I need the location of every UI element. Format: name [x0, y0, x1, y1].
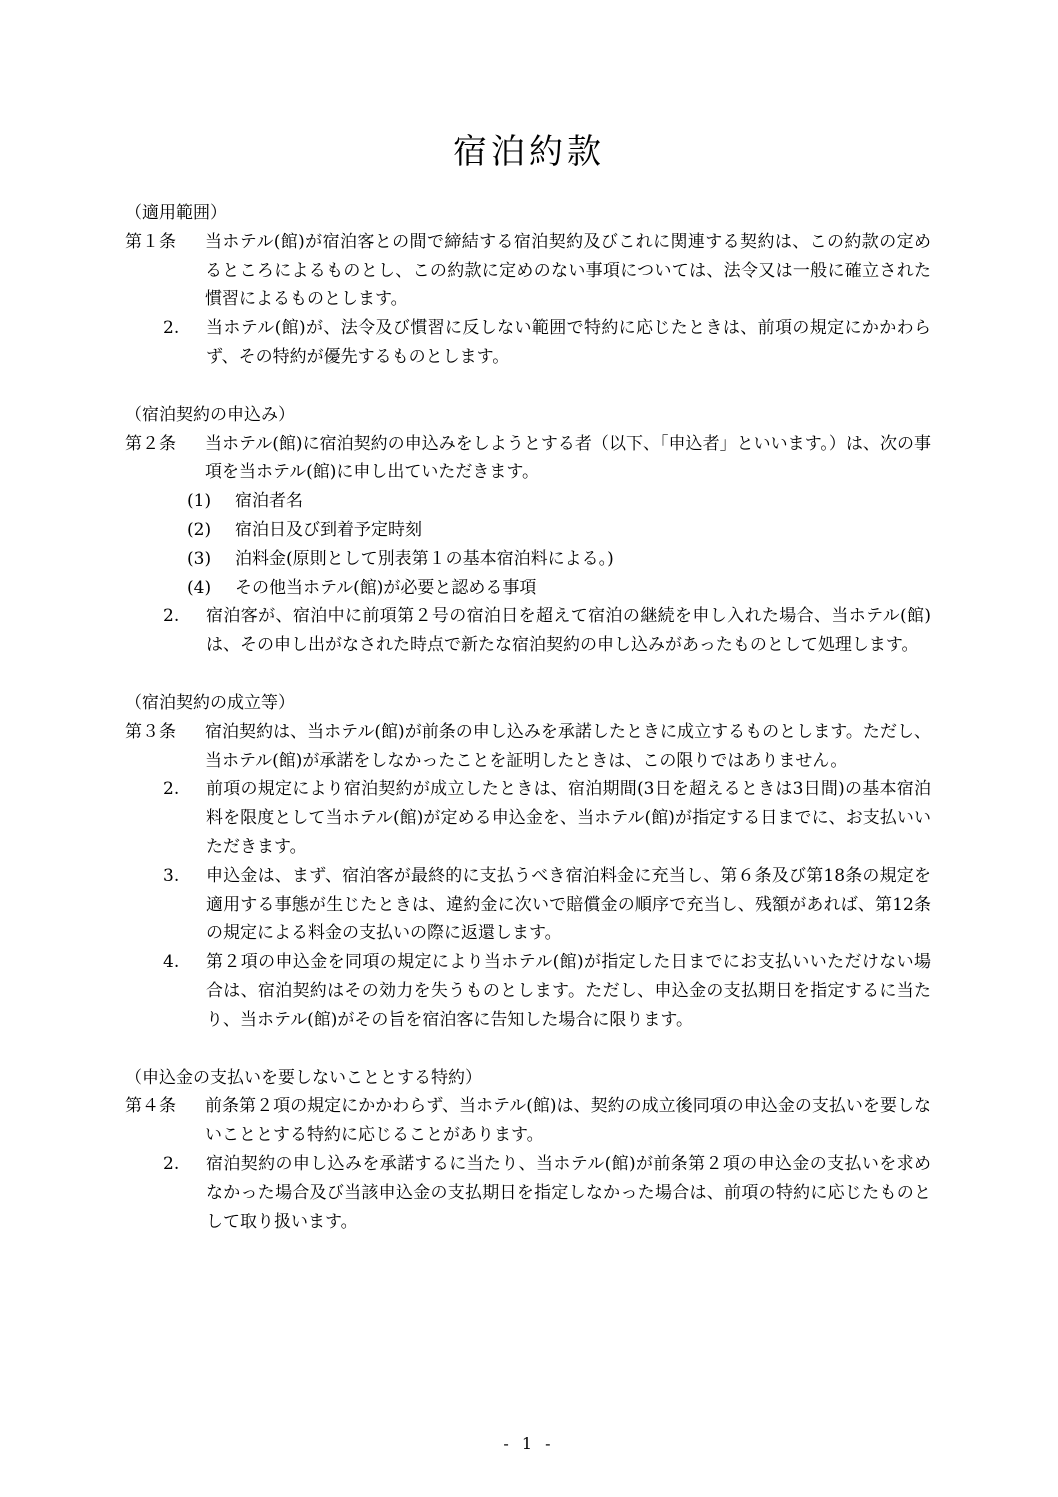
- article-heading: （適用範囲）: [125, 203, 227, 223]
- article-text: 当ホテル(館)が宿泊客との間で締結する宿泊契約及びこれに関連する契約は、この約款の定めるところによるものとし、この約款に定めのない事項については、法令又は一般に確立された慣習によるものとします。: [205, 231, 931, 310]
- paragraph-number: 2.: [163, 606, 180, 627]
- list-item: [187, 487, 931, 516]
- item-number: (3): [187, 548, 212, 569]
- article-2: [125, 401, 931, 660]
- paragraph-text: 宿泊契約の申し込みを承諾するに当たり、当ホテル(館)が前条第２項の申込金の支払いを求めなかった場合及び当該申込金の支払期日を指定しなかった場合は、前項の特約に応じたものとして取り扱います。: [206, 1153, 931, 1232]
- article-1: [125, 199, 931, 372]
- article-text: 前条第２項の規定にかかわらず、当ホテル(館)は、契約の成立後同項の申込金の支払いを要しないこととする特約に応じることがあります。: [205, 1096, 931, 1146]
- item-text: 宿泊日及び到着予定時刻: [235, 519, 422, 540]
- article-main: [125, 1092, 931, 1150]
- document-body: [125, 199, 931, 1236]
- article-label: 第２条: [125, 433, 176, 454]
- article-heading: （宿泊契約の成立等）: [125, 692, 295, 713]
- article-3: [125, 689, 931, 1035]
- paragraph: [163, 1150, 931, 1236]
- document-title: 宿泊約款: [453, 132, 605, 172]
- paragraph-text: 前項の規定により宿泊契約が成立したときは、宿泊期間(3日を超えるときは3日間)の基本宿泊料を限度として当ホテル(館)が定める申込金を、当ホテル(館)が指定する日までに、お支払いいただきます。: [206, 779, 931, 857]
- item-number: (4): [187, 577, 212, 598]
- item-text: 宿泊者名: [235, 491, 303, 512]
- article-heading: （宿泊契約の申込み）: [125, 404, 295, 425]
- page-number: - 1 -: [503, 1434, 555, 1453]
- item-text: 泊料金(原則として別表第１の基本宿泊料による。): [235, 548, 614, 569]
- article-main: [125, 228, 931, 314]
- article-label: 第１条: [125, 231, 176, 252]
- paragraph-number: 2.: [163, 1153, 180, 1174]
- paragraph-text: 当ホテル(館)が、法令及び慣習に反しない範囲で特約に応じたときは、前項の規定にかかわらず、その特約が優先するものとします。: [206, 318, 931, 367]
- paragraph: [163, 314, 931, 372]
- item-number: (2): [187, 519, 212, 540]
- item-text: その他当ホテル(館)が必要と認める事項: [235, 577, 537, 598]
- article-text: 宿泊契約は、当ホテル(館)が前条の申し込みを承諾したときに成立するものとします。ただし、当ホテル(館)が承諾をしなかったことを証明したときは、この限りではありません。: [205, 721, 931, 771]
- list-item: [187, 516, 931, 545]
- paragraph-text: 申込金は、まず、宿泊客が最終的に支払うべき宿泊料金に充当し、第６条及び第18条の規定を適用する事態が生じたときは、違約金に次いで賠償金の順序で充当し、残額があれば、第12条の規定による料金の支払いの際に返還します。: [206, 865, 931, 944]
- article-label: 第３条: [125, 721, 176, 742]
- paragraph-number: 2.: [163, 779, 180, 800]
- paragraph-number: 2.: [163, 318, 180, 339]
- article-heading: （申込金の支払いを要しないこととする特約）: [125, 1067, 482, 1088]
- paragraph: [163, 862, 931, 948]
- paragraph: [163, 602, 931, 660]
- article-text: 当ホテル(館)に宿泊契約の申込みをしようとする者（以下、「申込者」といいます。）は、次の事項を当ホテル(館)に申し出ていただきます。: [205, 433, 931, 483]
- item-list: [187, 487, 931, 602]
- list-item: [187, 545, 931, 574]
- article-main: [125, 718, 931, 776]
- paragraph: [163, 948, 931, 1034]
- paragraph-text: 第２項の申込金を同項の規定により当ホテル(館)が指定した日までにお支払いいただけない場合は、宿泊契約はその効力を失うものとします。ただし、申込金の支払期日を指定するに当たり、当ホテル(館)がその旨を宿泊客に告知した場合に限ります。: [206, 952, 931, 1030]
- paragraph-number: 3.: [163, 865, 180, 886]
- article-main: [125, 430, 931, 488]
- article-label: 第４条: [125, 1096, 176, 1117]
- item-number: (1): [187, 491, 212, 512]
- article-4: [125, 1064, 931, 1237]
- paragraph-number: 4.: [163, 952, 180, 973]
- list-item: [187, 574, 931, 603]
- paragraph: [163, 775, 931, 861]
- paragraph-text: 宿泊客が、宿泊中に前項第２号の宿泊日を超えて宿泊の継続を申し入れた場合、当ホテル(館)は、その申し出がなされた時点で新たな宿泊契約の申し込みがあったものとして処理します。: [206, 606, 931, 656]
